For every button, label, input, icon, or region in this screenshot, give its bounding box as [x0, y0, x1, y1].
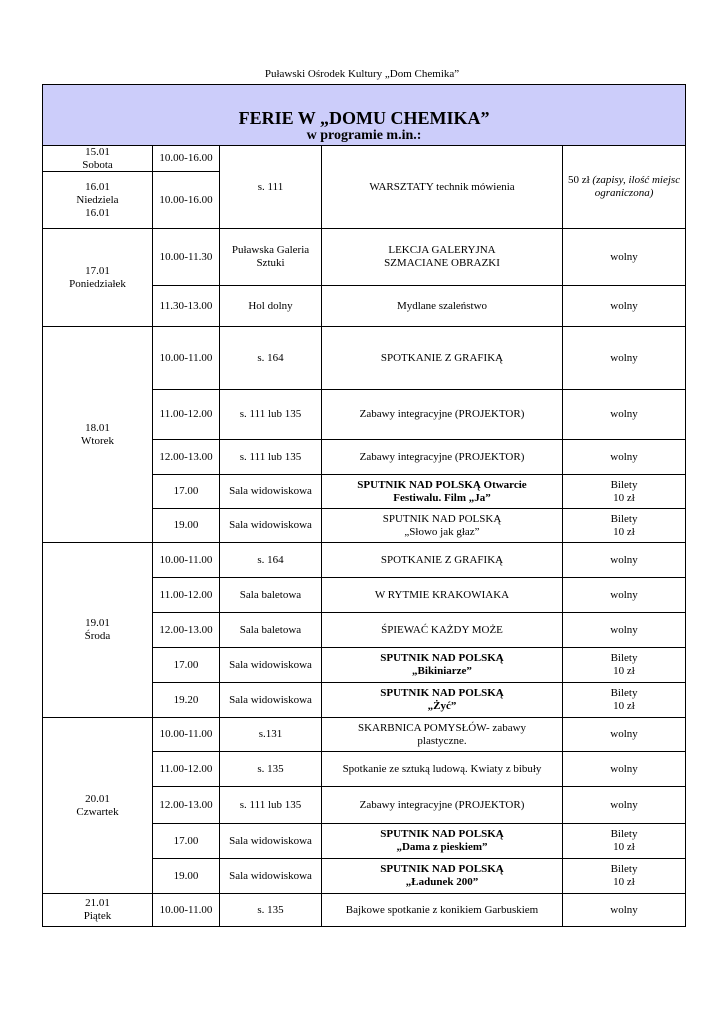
place-cell: s. 135: [220, 752, 322, 787]
place-cell: s. 111 lub 135: [220, 787, 322, 824]
time-cell: 10.00-11.00: [153, 327, 220, 390]
event-line: SPUTNIK NAD POLSKĄ: [382, 512, 502, 525]
price-cell: wolny: [563, 718, 686, 752]
place-cell: Sala widowiskowa: [220, 824, 322, 859]
price-cell: wolny: [563, 578, 686, 613]
place-cell: Hol dolny: [220, 286, 322, 327]
time-text: 10.00-16.00: [159, 193, 213, 206]
price-line: Bilety: [610, 478, 638, 491]
day-cell: [43, 327, 153, 543]
price-note: (zapisy, ilość miejsc ograniczona): [592, 174, 681, 199]
place-cell: [220, 229, 322, 286]
event-line: „Ładunek 200”: [405, 876, 479, 888]
event-line: „Bikiniarze”: [412, 665, 472, 677]
time-cell: 19.00: [153, 859, 220, 894]
price-cell: wolny: [563, 286, 686, 327]
place-cell: s. 135: [220, 894, 322, 927]
price-cell: [563, 475, 686, 509]
organization-header: Puławski Ośrodek Kultury „Dom Chemika”: [264, 68, 460, 80]
place-line: Puławska Galeria: [231, 244, 310, 256]
place-cell: Sala widowiskowa: [220, 509, 322, 543]
place-cell: Sala baletowa: [220, 578, 322, 613]
time-cell: 10.00-11.00: [153, 894, 220, 927]
price-line: 10 zł: [613, 700, 635, 712]
place-line: Sztuki: [256, 257, 285, 269]
price-text: 50 zł: [567, 174, 590, 186]
table-row: [43, 146, 686, 229]
event-cell: Zabawy integracyjne (PROJEKTOR): [322, 787, 563, 824]
table-row: [43, 718, 686, 752]
event-cell: [322, 648, 563, 683]
day-date: 15.01: [85, 145, 110, 158]
place-cell: s. 164: [220, 543, 322, 578]
time-cell: 12.00-13.00: [153, 440, 220, 475]
event-cell: Zabawy integracyjne (PROJEKTOR): [322, 440, 563, 475]
place-cell: Sala baletowa: [220, 613, 322, 648]
price-cell: wolny: [563, 543, 686, 578]
time-cell: 11.30-13.00: [153, 286, 220, 327]
day-date: 16.01: [85, 206, 110, 219]
time-cell: 10.00-11.00: [153, 543, 220, 578]
day-name: Środa: [84, 630, 111, 642]
event-cell: [322, 859, 563, 894]
place-cell: Sala widowiskowa: [220, 859, 322, 894]
event-line: Festiwalu. Film „Ja”: [393, 491, 491, 504]
day-cell: [43, 718, 153, 894]
price-cell: [563, 859, 686, 894]
price-line: 10 zł: [613, 841, 635, 853]
time-cell: 17.00: [153, 475, 220, 509]
event-line: „Dama z pieskiem”: [396, 841, 488, 853]
time-text: 10.00-16.00: [159, 152, 213, 164]
schedule-table: [42, 84, 686, 927]
price-line: Bilety: [610, 863, 638, 875]
day-cell: [43, 146, 153, 229]
price-cell: wolny: [563, 787, 686, 824]
place-cell: Sala widowiskowa: [220, 648, 322, 683]
event-cell: WARSZTATY technik mówienia: [322, 146, 563, 229]
price-line: 10 zł: [613, 491, 635, 504]
event-line: LEKCJA GALERYJNA: [388, 244, 496, 256]
price-cell: [563, 509, 686, 543]
day-name: Sobota: [82, 158, 113, 171]
time-cell: 10.00-11.30: [153, 229, 220, 286]
price-line: 10 zł: [613, 876, 635, 888]
time-cell: 19.20: [153, 683, 220, 718]
time-cell: 11.00-12.00: [153, 752, 220, 787]
event-cell: [322, 229, 563, 286]
price-line: 10 zł: [613, 525, 635, 538]
day-date: 21.01: [85, 897, 110, 909]
time-cell: 11.00-12.00: [153, 578, 220, 613]
page-subtitle: w programie m.in.:: [306, 128, 422, 143]
price-cell: [563, 683, 686, 718]
price-cell: wolny: [563, 440, 686, 475]
event-cell: W RYTMIE KRAKOWIAKA: [322, 578, 563, 613]
time-cell: 11.00-12.00: [153, 390, 220, 440]
day-cell: [43, 894, 153, 927]
event-line: SPUTNIK NAD POLSKĄ: [380, 652, 504, 664]
event-cell: SPOTKANIE Z GRAFIKĄ: [322, 327, 563, 390]
day-date: 19.01: [85, 617, 110, 629]
event-cell: Mydlane szaleństwo: [322, 286, 563, 327]
day-date: 16.01: [85, 180, 110, 193]
day-cell: [43, 543, 153, 718]
event-cell: [322, 509, 563, 543]
time-cell: 10.00-11.00: [153, 718, 220, 752]
price-cell: [563, 648, 686, 683]
day-name: Niedziela: [76, 193, 119, 206]
page-title: FERIE W „DOMU CHEMIKA”: [238, 108, 490, 128]
event-line: „Słowo jak głaz”: [404, 525, 480, 538]
day-name: Piątek: [83, 910, 112, 922]
place-cell: s. 111 lub 135: [220, 440, 322, 475]
place-cell: s. 111 lub 135: [220, 390, 322, 440]
place-cell: Sala widowiskowa: [220, 475, 322, 509]
time-cell: 12.00-13.00: [153, 613, 220, 648]
price-line: Bilety: [610, 687, 638, 699]
place-cell: s. 111: [220, 146, 322, 229]
table-row: [43, 894, 686, 927]
day-date: 18.01: [85, 421, 110, 434]
table-row: [43, 229, 686, 286]
price-line: Bilety: [610, 828, 638, 840]
event-line: „Żyć”: [427, 700, 457, 712]
event-line: SZMACIANE OBRAZKI: [384, 257, 500, 269]
event-cell: [322, 683, 563, 718]
price-cell: wolny: [563, 390, 686, 440]
title-banner: [43, 85, 686, 146]
event-cell: [322, 718, 563, 752]
price-cell: wolny: [563, 229, 686, 286]
event-line: SPUTNIK NAD POLSKĄ: [380, 687, 504, 699]
event-cell: Bajkowe spotkanie z konikiem Garbuskiem: [322, 894, 563, 927]
time-cell: 12.00-13.00: [153, 787, 220, 824]
time-cell: [153, 146, 220, 229]
price-cell: wolny: [563, 613, 686, 648]
time-cell: 17.00: [153, 824, 220, 859]
event-cell: Zabawy integracyjne (PROJEKTOR): [322, 390, 563, 440]
day-name: Czwartek: [76, 805, 119, 818]
event-cell: [322, 475, 563, 509]
place-cell: s. 164: [220, 327, 322, 390]
event-line: SKARBNICA POMYSŁÓW- zabawy: [357, 721, 527, 734]
day-date: 20.01: [85, 792, 110, 805]
event-cell: ŚPIEWAĆ KAŻDY MOŻE: [322, 613, 563, 648]
event-line: SPUTNIK NAD POLSKĄ: [380, 828, 504, 840]
price-line: Bilety: [610, 512, 638, 525]
event-cell: SPOTKANIE Z GRAFIKĄ: [322, 543, 563, 578]
place-cell: s.131: [220, 718, 322, 752]
price-cell: wolny: [563, 894, 686, 927]
price-line: 10 zł: [613, 665, 635, 677]
price-cell: wolny: [563, 327, 686, 390]
event-cell: Spotkanie ze sztuką ludową. Kwiaty z bibuły: [322, 752, 563, 787]
event-line: SPUTNIK NAD POLSKĄ: [380, 863, 504, 875]
day-name: Poniedziałek: [69, 277, 126, 290]
event-line: plastyczne.: [417, 734, 467, 747]
day-date: 17.01: [85, 264, 110, 277]
event-cell: [322, 824, 563, 859]
event-line: SPUTNIK NAD POLSKĄ Otwarcie: [357, 478, 527, 491]
table-row: [43, 543, 686, 578]
day-cell: [43, 229, 153, 327]
price-cell: wolny: [563, 752, 686, 787]
place-cell: Sala widowiskowa: [220, 683, 322, 718]
price-cell: [563, 824, 686, 859]
time-cell: 19.00: [153, 509, 220, 543]
table-row: [43, 327, 686, 390]
time-cell: 17.00: [153, 648, 220, 683]
price-line: Bilety: [610, 652, 638, 664]
price-cell: [563, 146, 686, 229]
day-name: Wtorek: [81, 434, 114, 447]
